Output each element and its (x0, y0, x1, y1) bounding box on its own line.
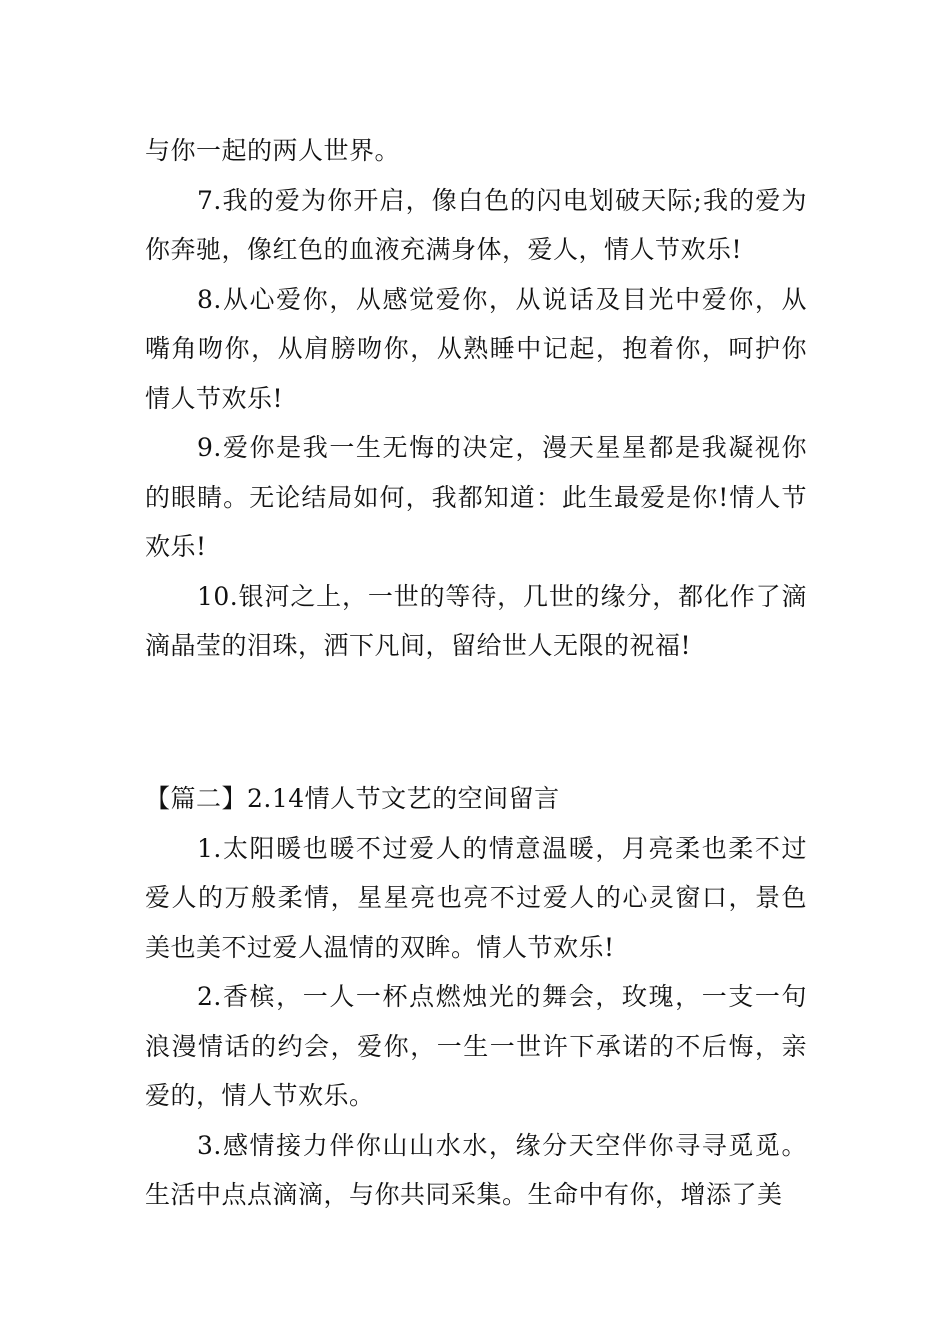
paragraph-item-3: 3.感情接力伴你山山水水，缘分天空伴你寻寻觅觅。生活中点点滴滴，与你共同采集。生命中有你，增添了美 (145, 1130, 807, 1209)
paragraph-item-1: 1.太阳暖也暖不过爱人的情意温暖，月亮柔也柔不过爱人的万般柔情，星星亮也亮不过爱人的心灵窗口，景色美也美不过爱人温情的双眸。情人节欢乐! (145, 833, 807, 962)
section-heading: 【篇二】2.14情人节文艺的空间留言 (145, 784, 560, 813)
paragraph-item-10: 10.银河之上，一世的等待，几世的缘分，都化作了滴滴晶莹的泪珠，洒下凡间，留给世人无限的祝福! (145, 581, 807, 660)
section-1-text (145, 126, 807, 671)
paragraph-item-9: 9.爱你是我一生无悔的决定，漫天星星都是我凝视你的眼睛。无论结局如何，我都知道：此生最爱是你!情人节欢乐! (145, 433, 807, 561)
paragraph-item-8: 8.从心爱你，从感觉爱你，从说话及目光中爱你，从嘴角吻你，从肩膀吻你，从熟睡中记起，抱着你，呵护你情人节欢乐! (145, 284, 807, 413)
paragraph-item-2: 2.香槟，一人一杯点燃烛光的舞会，玫瑰，一支一句浪漫情话的约会，爱你，一生一世许下承诺的不后悔，亲爱的，情人节欢乐。 (145, 982, 807, 1110)
paragraph-item-7: 7.我的爱为你开启，像白色的闪电划破天际;我的爱为你奔驰，像红色的血液充满身体，爱人，情人节欢乐! (145, 185, 807, 264)
continuation-paragraph: 与你一起的两人世界。 (145, 136, 401, 165)
section-2-text (145, 774, 807, 1220)
